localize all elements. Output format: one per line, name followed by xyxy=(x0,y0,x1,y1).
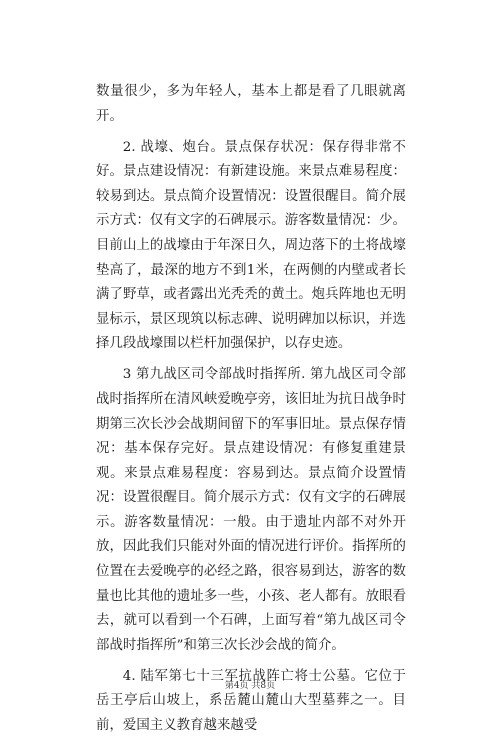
paragraph-trenches-and-batteries: 2. 战壕、炮台。景点保存状况：保存得非常不好。景点建设情况：有新建设施。来景点难易程度：较易到达。景点简介设置情况：设置很醒目。简介展示方式：仅有文字的石碑展示。游客数量情况：少。目前山上的战壕由于年深日久，周边落下的土将战壕垫高了，最深的地方不到1米，在两侧的内壁或者长满了野草，或者露出光秃秃的黄土。炮兵阵地也无明显标示，景区现筑以标志碑、说明碑加以标识，并选择几段战壕围以栏杆加强保护，以存史迹。 xyxy=(96,139,406,352)
page-footer xyxy=(0,680,500,692)
document-body xyxy=(96,80,406,745)
paragraph-continuation: 数量很少，多为年轻人，基本上都是看了几眼就离开。 xyxy=(96,84,406,124)
paragraph-ninth-war-zone-command-post: 3 第九战区司令部战时指挥所. 第九战区司令部战时指挥所在清风峡爱晚亭旁，该旧址为抗日战争时期第三次长沙会战期间留下的军事旧址。景点保存情况：基本保存完好。景点建设情况：有修复重建景观。来景点难易程度：容易到达。景点简介设置情况：设置很醒目。简介展示方式：仅有文字的石碑展示。游客数量情况：一般。由于遗址内部不对外开放，因此我们只能对外面的情况进行评价。指挥所的位置在去爱晚亭的必经之路，很容易到达，游客的数量也比其他的遗址多一些，小孩、老人都有。放眼看去，就可以看到一个石碑，上面写着“第九战区司令部战时指挥所”和第三次长沙会战的简介。 xyxy=(96,367,406,653)
paragraph-73rd-army-cemetery: 4. 陆军第七十三军抗战阵亡将士公墓。它位于岳王亭后山坡上，系岳麓山麓山大型墓葬之一。目前，爱国主义教育越来越受 xyxy=(96,668,406,734)
page-number: 第4页 共8页 xyxy=(224,681,276,691)
